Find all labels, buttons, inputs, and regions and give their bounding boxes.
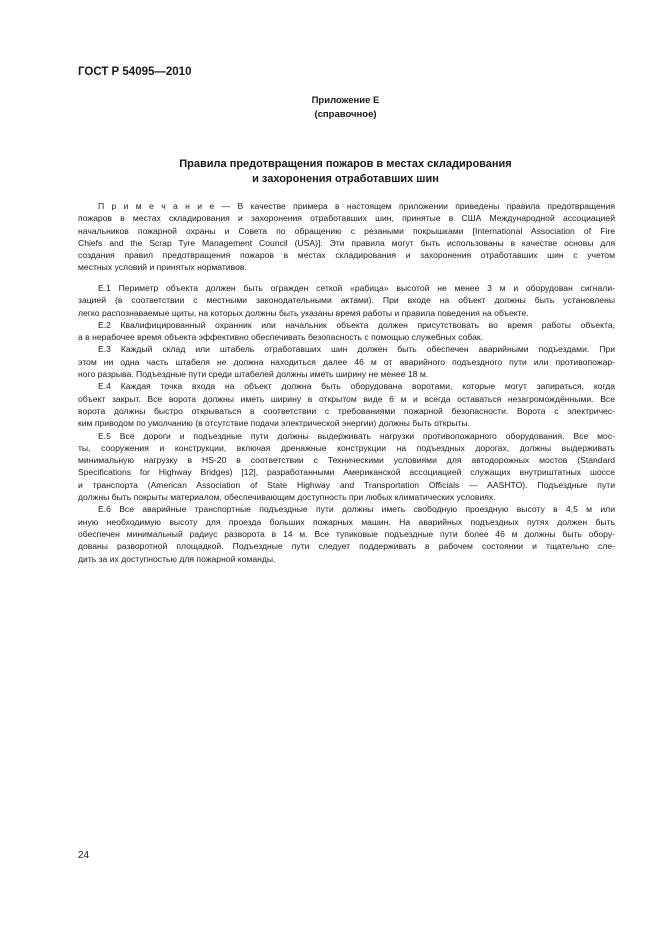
section-title-line-2: и захоронения отработавших шин	[252, 173, 439, 185]
text-line: ного разрыва. Подъездные пути среди штабелей должны иметь ширину не менее 18 м.	[78, 369, 429, 380]
text-line: Chiefs and the Scrap Tyre Management Council (USA)]. Эти правила могут быть использованы в качестве основы для	[78, 237, 615, 248]
clause-e5	[78, 430, 615, 504]
text-line: дованы разворотной площадкой. Подъездные пути следует поддерживать в рабочем состоянии и тщательно сле-	[78, 541, 615, 552]
text-line: дить за их доступностью для пожарной команды.	[78, 553, 276, 564]
text-line: а в нерабочее время объекта эффективно обеспечивать безопасность с помощью служебных собак.	[78, 332, 484, 343]
text-line: начальников пожарной охраны и Совета по обращению с резаными покрышками [International Association of Fire	[78, 225, 615, 236]
text-line: Е.3 Каждый склад или штабель отработавших шин должен быть обеспечен аварийными подъездами. При	[98, 344, 615, 355]
clause-e6	[78, 503, 615, 564]
clauses-body	[78, 282, 615, 565]
text-line: зацией (в соответствии с местными законодательными актами). При входе на объект должны быть установлены	[78, 295, 615, 306]
text-line: Specifications for Highway Bridges) [12], разработанными Американской ассоциацией служащих внутриштатных шоссе	[78, 467, 615, 478]
text-line: Е.4 Каждая точка входа на объект должна быть оборудована воротами, которые могут запираться, когда	[98, 381, 615, 392]
text-line: ты, сооружения и конструкции, включая дренажные конструкции на подъездных дорогах, должны выдерживать	[78, 442, 615, 453]
text-line: пожаров в местах складирования и захоронения отработавших шин, принятые в США Международной ассоциацией	[78, 213, 615, 224]
text-line: и транспорта (American Association of State Highway and Transportation Officials — AASHTO). Подъездные пути	[78, 479, 615, 490]
text-line: Е.1 Периметр объекта должен быть огражден сеткой «рабица» высотой не менее 3 м и оборудован сигнали-	[98, 283, 615, 293]
text-line: легко распознаваемые щиты, на которых должны быть указаны время работы и правила поведения на объекте.	[78, 307, 529, 318]
text-line: объект закрыт. Все ворота должны иметь ширину в открытом виде 6 м и всегда оставаться незагромождёнными. Все	[78, 393, 615, 404]
clause-e2	[78, 319, 615, 344]
clause-e1	[78, 282, 615, 319]
text-line: создания правил предотвращения пожаров в местах складирования и захоронения отработавших шин с учетом	[78, 250, 615, 261]
text-line: Е.6 Все аварийные транспортные подъездные пути должны иметь свободную проездную высоту в 4,5 м или	[98, 504, 615, 515]
text-line: П р и м е ч а н и е — В качестве примера в настоящем приложении приведены правила предотвращения	[98, 201, 615, 211]
text-line: обеспечен минимальный радиус разворота в 14 м. Все тупиковые подъездные пути более 46 м должны быть обору-	[78, 528, 615, 539]
text-line: ким приводом по умолчанию (в отсутствие подачи электрической энергии) должны быть открыты.	[78, 418, 470, 429]
appendix-note: (справочное)	[314, 109, 377, 120]
text-line: местных условий и принятых нормативов.	[78, 262, 247, 273]
text-line: ворота должны быстро открываться в соответствии с требованиями пожарной безопасности. Ворота с электричес-	[78, 405, 615, 416]
appendix-label: Приложение Е	[311, 95, 380, 106]
text-line: Е.5 Все дороги и подъездные пути должны выдерживать нагрузки противопожарного оборудования. Все мос-	[98, 430, 615, 441]
text-line: этом ни одна часть штабеля не должна находиться далее 46 м от аварийного подъездного пути или противопожар-	[78, 356, 615, 367]
text-line: минимальную нагрузку в HS-20 в соответствии с Техническими условиями для автодорожных мостов (Standard	[78, 455, 615, 466]
text-line: иную необходимую высоту для проезда больших пожарных машин. На аварийных подъездных путях должен быть	[78, 516, 615, 527]
page-number: 24	[78, 850, 90, 861]
standard-identifier: ГОСТ Р 54095—2010	[78, 66, 192, 78]
section-title-line-1: Правила предотвращения пожаров в местах складирования	[179, 158, 512, 170]
clause-e4	[78, 380, 615, 429]
text-line: Е.2 Квалифицированный охранник или начальник объекта должен присутствовать во время работы объекта,	[98, 319, 615, 330]
note-paragraph	[78, 200, 615, 274]
text-line: должны быть покрыты материалом, обеспечивающим доступность при любых климатических условиях.	[78, 492, 496, 503]
clause-e3	[78, 343, 615, 380]
